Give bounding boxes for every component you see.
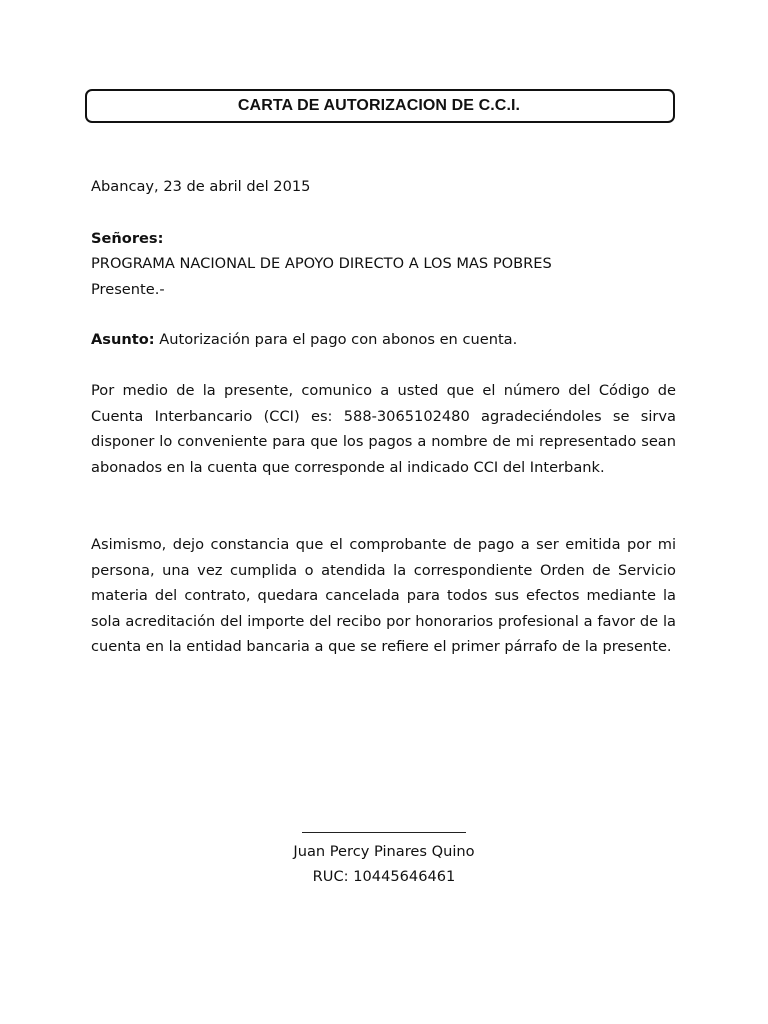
signature-line bbox=[302, 832, 466, 833]
document-title: CARTA DE AUTORIZACION DE C.C.I. bbox=[237, 97, 521, 114]
paragraph-2: Asimismo, dejo constancia que el comprobante de pago a ser emitida por mi persona, una vez cumplida o atendida la correspondiente Orden de Servicio materia del contrato, quedara cancelada para todos sus efectos mediante la sola acreditación del importe del recibo por honorarios profesional a favor de la cuenta en la entidad bancaria a que se refiere el primer párrafo de la presente. bbox=[91, 536, 676, 655]
salutation: Señores: bbox=[91, 230, 164, 247]
subject-line bbox=[91, 330, 517, 350]
subject-label: Asunto: bbox=[91, 331, 155, 348]
signer-name: Juan Percy Pinares Quino bbox=[293, 843, 475, 860]
subject-text: Autorización para el pago con abonos en cuenta. bbox=[154, 331, 518, 348]
recipient: PROGRAMA NACIONAL DE APOYO DIRECTO A LOS MAS POBRES bbox=[91, 255, 552, 272]
date-line: Abancay, 23 de abril del 2015 bbox=[91, 178, 311, 195]
paragraph-1: Por medio de la presente, comunico a usted que el número del Código de Cuenta Interbancario (CCI) es: 588-3065102480 agradeciéndoles se sirva disponer lo conveniente para que los pagos a nombre de mi representado sean abonados en la cuenta que corresponde al indicado CCI del Interbank. bbox=[91, 382, 676, 476]
presente: Presente.- bbox=[91, 281, 165, 298]
signer-ruc: RUC: 10445646461 bbox=[312, 868, 456, 885]
title-box bbox=[85, 89, 675, 123]
